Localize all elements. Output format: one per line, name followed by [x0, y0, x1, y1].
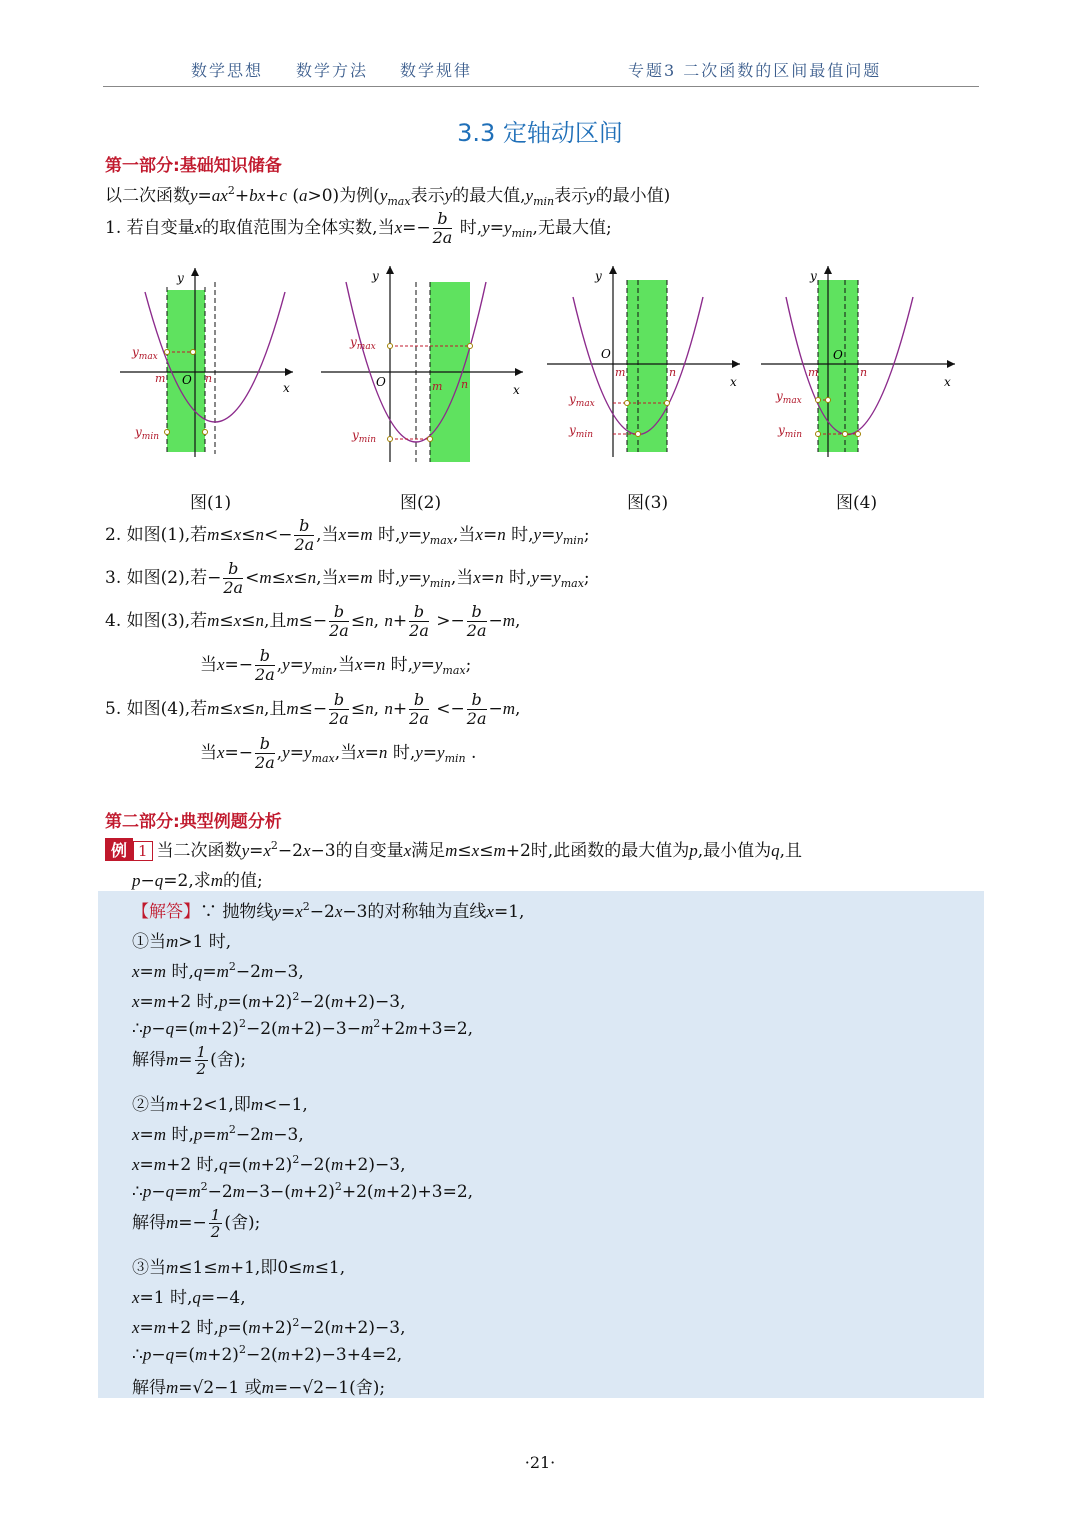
sol-line-13: x=1 时,q=−4,	[132, 1288, 246, 1308]
svg-text:ymin: $y_{min}$	[778, 423, 802, 440]
sol-line-1: 【解答】∵ 抛物线$y=x^2-2x-3$的对称轴为直线x=1,	[132, 900, 525, 922]
example-1-problem-cont: p−q=2,求m的值;	[132, 871, 263, 891]
item-5-result: 当x=− $\frac{b}{2a}$ $,y=y_{max}$,当x=n 时$,y=y_{min}$ .	[200, 734, 477, 772]
svg-text:n: n	[669, 366, 677, 379]
sol-line-3: x=m 时$,q=m^2-2m-3$,	[132, 960, 304, 982]
part2-heading: 第二部分:典型例题分析	[105, 812, 282, 832]
item-3: 3. 如图(2),若− $\frac{b}{2a}$ <m≤x≤n,当x=m 时$,y=y_{min}$,当x=n 时$,y=y_{max}$;	[105, 559, 590, 597]
sol-line-7: ②当m+2<1,即m<−1,	[132, 1095, 308, 1115]
page-number: ·21·	[524, 1453, 556, 1472]
svg-text:y: y	[595, 269, 602, 283]
svg-text:x: x	[944, 375, 951, 389]
interval-band	[818, 280, 858, 452]
svg-text:x: x	[513, 383, 520, 397]
svg-text:n: n	[860, 366, 868, 379]
interval-band	[627, 280, 667, 452]
sol-line-8: x=m 时$,p=m^2-2m-3$,	[132, 1123, 304, 1145]
figure-2-caption: 图(2)	[400, 493, 442, 513]
svg-text:O: O	[833, 348, 843, 362]
sol-line-10: $\therefore p-q=m^2-2m-3-(m+2)^2+2(m+2)+3=2$,	[132, 1180, 474, 1202]
sol-line-16: 解得m=√2−1 或m=−√2−1(舍);	[132, 1378, 386, 1398]
figure-1-caption: 图(1)	[190, 493, 232, 513]
svg-text:m: m	[155, 372, 166, 385]
example-number: 1	[133, 841, 153, 861]
svg-text:ymax: $y_{max}$	[132, 345, 158, 362]
sol-line-2: ①当m>1 时,	[132, 932, 232, 952]
item-5: 5. 如图(4),若m≤x≤n,且m≤− $\frac{b}{2a}$ ≤n, n+ $\frac{b}{2a}$ <− $\frac{b}{2a}$ −m,	[105, 690, 521, 728]
header-item-1: 数学思想	[191, 61, 264, 80]
svg-text:m: m	[808, 366, 819, 379]
sol-line-14: x=m+2 时$,p=(m+2)^2-2(m+2)-3$,	[132, 1316, 406, 1338]
figure-3-caption: 图(3)	[627, 493, 669, 513]
item-4-result: 当x=− $\frac{b}{2a}$ $,y=y_{min}$,当x=n 时$,y=y_{max}$;	[200, 646, 472, 684]
sol-line-15: $\therefore p-q=(m+2)^2-2(m+2)-3+4=2$,	[132, 1343, 403, 1365]
svg-text:y: y	[810, 269, 817, 283]
part1-heading: 第一部分:基础知识储备	[105, 156, 282, 176]
svg-text:n: n	[461, 378, 469, 391]
svg-text:m: m	[615, 366, 626, 379]
interval-band	[167, 290, 205, 452]
item-4: 4. 如图(3),若m≤x≤n,且m≤− $\frac{b}{2a}$ ≤n, n+ $\frac{b}{2a}$ >− $\frac{b}{2a}$ −m,	[105, 602, 521, 640]
item-2: 2. 如图(1),若m≤x≤n<− $\frac{b}{2a}$ ,当x=m 时$,y=y_{max}$,当x=n 时$,y=y_{min}$;	[105, 516, 590, 554]
header-topic: 专题3 二次函数的区间最值问题	[628, 61, 882, 80]
svg-text:O: O	[182, 373, 192, 387]
intro-line: 以二次函数$y=ax^2+bx+c$ (a>0)为例($y_{max}$表示y的最大值$,y_{min}$表示y的最小值)	[105, 184, 671, 208]
svg-text:y: y	[372, 269, 379, 283]
figure-3	[545, 262, 745, 462]
sol-line-4: x=m+2 时$,p=(m+2)^2-2(m+2)-3$,	[132, 990, 406, 1012]
svg-text:O: O	[376, 375, 386, 389]
page-title: 3.3 定轴动区间	[457, 119, 623, 147]
svg-text:ymax: $y_{max}$	[350, 335, 376, 352]
svg-text:x: x	[730, 375, 737, 389]
example-1-problem: 例 1 当二次函数$y=x^2-2x-3$的自变量x满足m≤x≤m+2时,此函数的最大值为p,最小值为q,且	[105, 836, 802, 861]
figure-2	[318, 262, 533, 472]
svg-text:O: O	[601, 347, 611, 361]
sol-line-9: x=m+2 时$,q=(m+2)^2-2(m+2)-3$,	[132, 1153, 406, 1175]
svg-text:m: m	[432, 380, 443, 393]
svg-text:x: x	[283, 381, 290, 395]
sol-line-11: 解得m=− $\frac{1}{2}$ (舍);	[132, 1206, 261, 1241]
sol-line-5: $\therefore p-q=(m+2)^2-2(m+2)-3-m^2+2m+3=2$,	[132, 1017, 474, 1039]
example-badge: 例	[105, 838, 133, 861]
header-rule	[103, 86, 979, 87]
svg-text:ymax: $y_{max}$	[776, 389, 802, 406]
svg-text:ymax: $y_{max}$	[569, 392, 595, 409]
svg-text:ymin: $y_{min}$	[135, 425, 159, 442]
header-item-2: 数学方法	[296, 61, 369, 80]
svg-text:ymin: $y_{min}$	[569, 423, 593, 440]
figure-4-caption: 图(4)	[836, 493, 878, 513]
header-item-3: 数学规律	[400, 61, 473, 80]
sol-line-12: ③当m≤1≤m+1,即0≤m≤1,	[132, 1258, 346, 1278]
figure-4	[758, 262, 963, 462]
svg-text:ymin: $y_{min}$	[352, 428, 376, 445]
figure-1	[115, 262, 305, 462]
svg-text:n: n	[205, 372, 213, 385]
svg-text:y: y	[177, 271, 184, 285]
sol-line-6: 解得m= $\frac{1}{2}$ (舍);	[132, 1043, 247, 1078]
item-1: 1. 若自变量x的取值范围为全体实数,当x=− $\frac{b}{2a}$ 时$,y=y_{min}$,无最大值;	[105, 209, 612, 247]
